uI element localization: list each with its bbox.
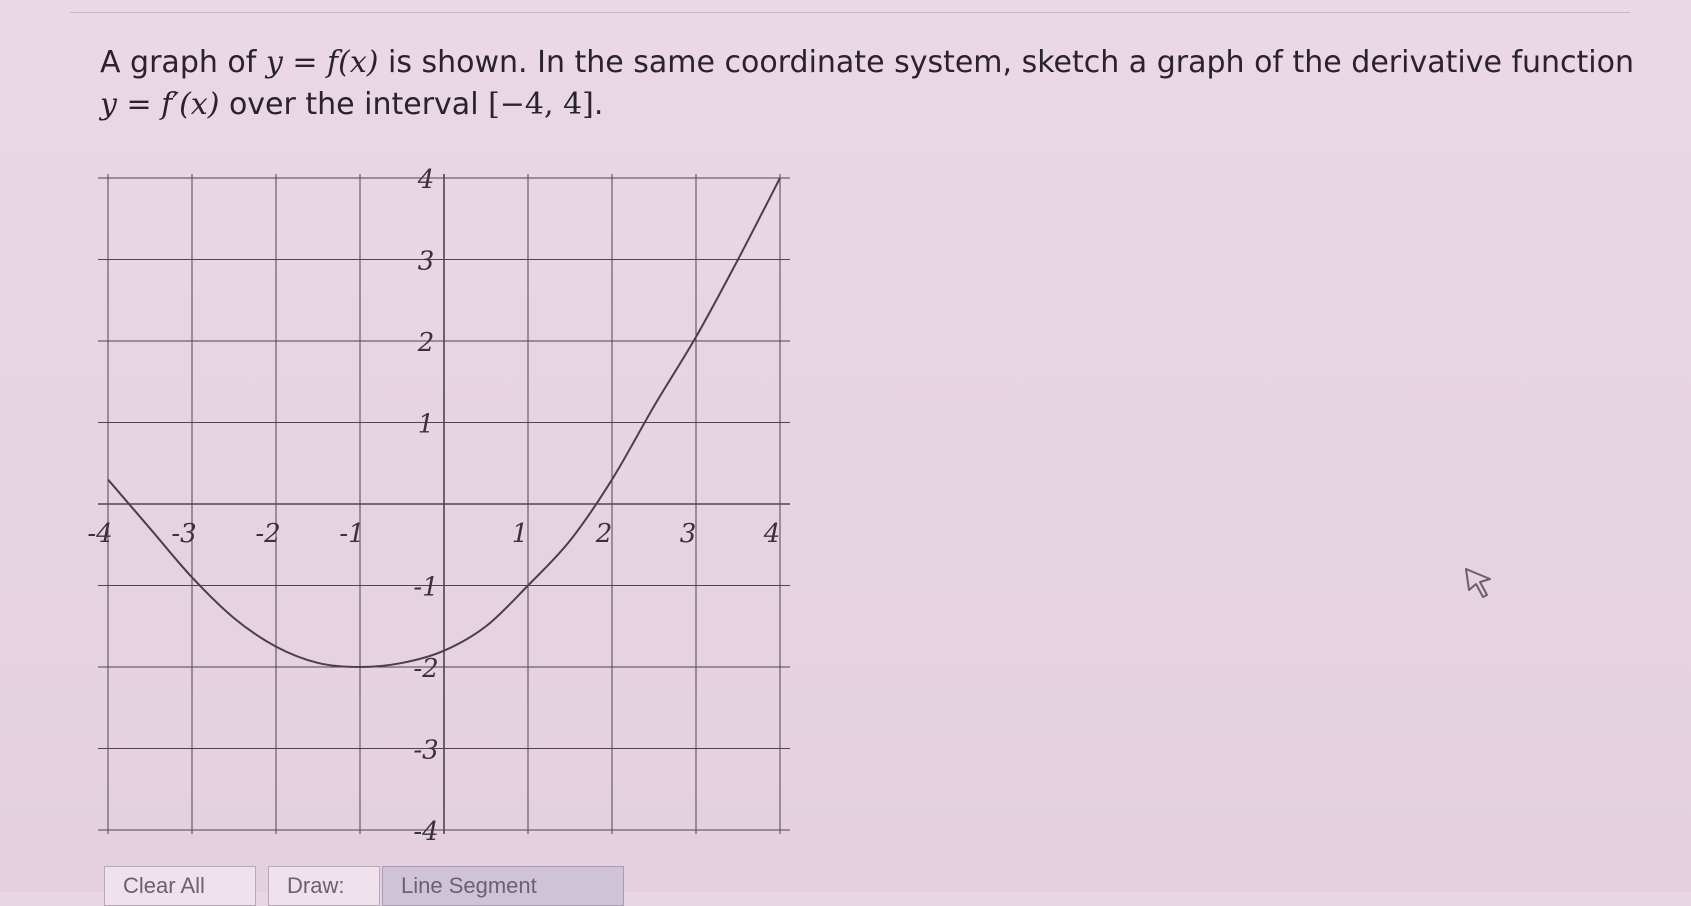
- graph-canvas[interactable]: [87, 160, 790, 860]
- y-tick-label: 3: [417, 246, 435, 277]
- problem-text-3: over the interval: [219, 87, 489, 122]
- y-tick-label: -4: [413, 817, 439, 847]
- problem-text-2: is shown. In the same coordinate system, sketch a graph of the derivative function: [378, 45, 1634, 80]
- problem-text-1: A graph of: [100, 45, 266, 80]
- x-tick-label: -4: [87, 519, 113, 549]
- y-tick-label: -3: [413, 735, 439, 766]
- y-tick-label: 2: [417, 328, 435, 358]
- clear-all-button[interactable]: Clear All: [104, 866, 256, 906]
- draw-label: Draw:: [268, 866, 380, 906]
- graph-area[interactable]: [87, 160, 790, 860]
- x-tick-label: 4: [763, 519, 781, 549]
- problem-statement: [100, 42, 1660, 126]
- line-segment-button[interactable]: Line Segment: [382, 866, 624, 906]
- equation-f: y = f(x): [265, 45, 379, 80]
- y-tick-label: 1: [417, 409, 435, 440]
- x-tick-label: -1: [339, 519, 365, 549]
- x-tick-label: 1: [511, 519, 529, 549]
- x-tick-label: -3: [171, 519, 197, 549]
- y-tick-label: 4: [417, 165, 435, 195]
- top-divider: [70, 12, 1630, 13]
- interval: [−4, 4]: [488, 87, 594, 122]
- x-tick-label: -2: [255, 519, 281, 549]
- mouse-pointer-icon: [1462, 565, 1496, 601]
- x-tick-label: 3: [679, 519, 697, 549]
- y-tick-label: -2: [413, 654, 439, 684]
- y-tick-label: -1: [413, 572, 439, 603]
- problem-text-4: .: [593, 87, 604, 122]
- equation-fprime: y = f′(x): [100, 87, 220, 122]
- x-tick-label: 2: [595, 519, 613, 549]
